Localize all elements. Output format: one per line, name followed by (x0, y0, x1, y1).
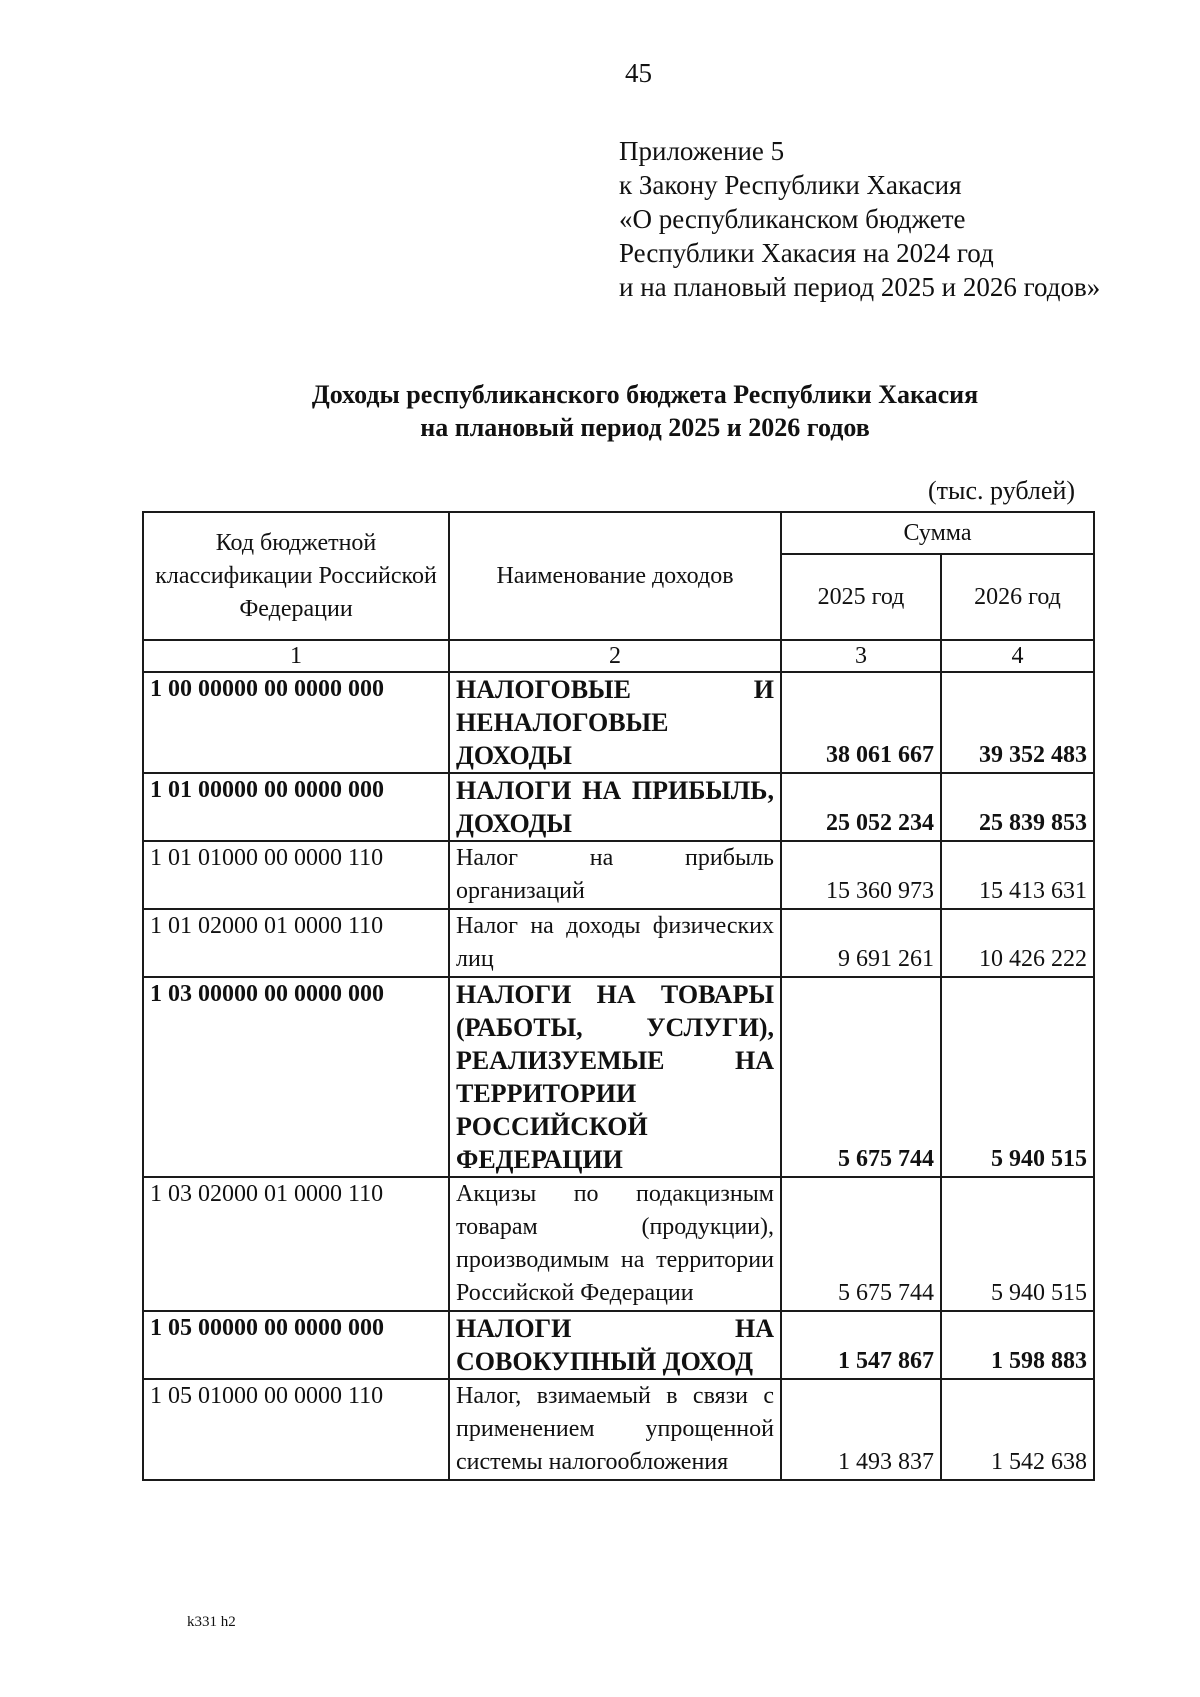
header-name: Наименование доходов (449, 512, 781, 640)
amount-2025: 15 360 973 (781, 841, 941, 909)
income-name: Налог на доходы физических лиц (449, 909, 781, 977)
header-sum: Сумма (781, 512, 1094, 554)
appendix-line: «О республиканском бюджете (619, 204, 966, 234)
table-row (143, 1177, 1094, 1311)
amount-2025: 38 061 667 (781, 672, 941, 773)
column-number-row (143, 640, 1094, 672)
income-code: 1 05 00000 00 0000 000 (143, 1311, 449, 1379)
income-code: 1 00 00000 00 0000 000 (143, 672, 449, 773)
income-code: 1 01 00000 00 0000 000 (143, 773, 449, 841)
document-title-line: Доходы республиканского бюджета Республики Хакасия (311, 380, 979, 409)
table-row (143, 977, 1094, 1177)
amount-2026: 1 598 883 (941, 1311, 1094, 1379)
income-name: Акцизы по подакцизным товарам (продукции), производимым на территории Российской Федерации (449, 1177, 781, 1311)
amount-2025: 9 691 261 (781, 909, 941, 977)
table-row (143, 672, 1094, 773)
income-code: 1 03 00000 00 0000 000 (143, 977, 449, 1177)
income-name: НАЛОГИ НА СОВОКУПНЫЙ ДОХОД (449, 1311, 781, 1379)
table-row (143, 909, 1094, 977)
header-code: Код бюджетной классификации Российской Федерации (143, 512, 449, 640)
appendix-line: Республики Хакасия на 2024 год (619, 238, 994, 268)
income-name: Налог на прибыль организаций (449, 841, 781, 909)
appendix-reference (619, 134, 1100, 304)
table-row (143, 773, 1094, 841)
income-table (142, 511, 1095, 1481)
table-row (143, 1379, 1094, 1480)
table-row (143, 1311, 1094, 1379)
document-title-line: на плановый период 2025 и 2026 годов (420, 413, 870, 442)
amount-2025: 1 547 867 (781, 1311, 941, 1379)
column-number: 1 (143, 640, 449, 672)
table-row (143, 841, 1094, 909)
income-code: 1 03 02000 01 0000 110 (143, 1177, 449, 1311)
income-name: НАЛОГИ НА ТОВАРЫ (РАБОТЫ, УСЛУГИ), РЕАЛИЗУЕМЫЕ НА ТЕРРИТОРИИ РОССИЙСКОЙ ФЕДЕРАЦИИ (449, 977, 781, 1177)
appendix-line: Приложение 5 (619, 136, 785, 166)
income-code: 1 05 01000 00 0000 110 (143, 1379, 449, 1480)
header-year-2025: 2025 год (781, 554, 941, 640)
appendix-line: и на плановый период 2025 и 2026 годов» (619, 272, 1101, 302)
document-title (200, 378, 1090, 444)
amount-2025: 25 052 234 (781, 773, 941, 841)
income-name: НАЛОГОВЫЕ И НЕНАЛОГОВЫЕ ДОХОДЫ (449, 672, 781, 773)
table-body (143, 672, 1094, 1480)
amount-2026: 5 940 515 (941, 977, 1094, 1177)
amount-2026: 39 352 483 (941, 672, 1094, 773)
amount-2025: 5 675 744 (781, 1177, 941, 1311)
income-code: 1 01 01000 00 0000 110 (143, 841, 449, 909)
page-number: 45 (625, 58, 652, 88)
income-code: 1 01 02000 01 0000 110 (143, 909, 449, 977)
income-name: Налог, взимаемый в связи с применением упрощенной системы налогообложения (449, 1379, 781, 1480)
amount-2026: 10 426 222 (941, 909, 1094, 977)
amount-2025: 1 493 837 (781, 1379, 941, 1480)
amount-2026: 1 542 638 (941, 1379, 1094, 1480)
header-year-2026: 2026 год (941, 554, 1094, 640)
footer-code: k331 h2 (187, 1614, 236, 1630)
amount-2026: 25 839 853 (941, 773, 1094, 841)
income-name: НАЛОГИ НА ПРИБЫЛЬ, ДОХОДЫ (449, 773, 781, 841)
units-label: (тыс. рублей) (928, 476, 1076, 505)
amount-2026: 5 940 515 (941, 1177, 1094, 1311)
column-number: 4 (941, 640, 1094, 672)
column-number: 3 (781, 640, 941, 672)
amount-2026: 15 413 631 (941, 841, 1094, 909)
column-number: 2 (449, 640, 781, 672)
amount-2025: 5 675 744 (781, 977, 941, 1177)
appendix-line: к Закону Республики Хакасия (619, 170, 962, 200)
